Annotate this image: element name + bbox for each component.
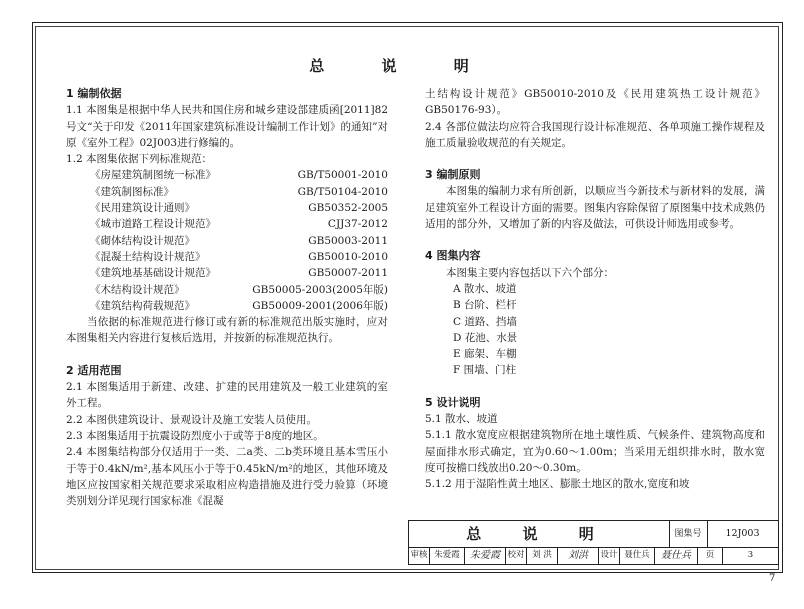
section-1-2-text: 1.2 本图集依据下列标准规范：: [66, 153, 213, 166]
standard-name: 《房屋建筑制图统一标准》: [90, 169, 216, 182]
standard-name: 《砌体结构设计规范》: [90, 234, 195, 247]
standard-name: 《建筑制图标准》: [90, 185, 174, 198]
contents-item: F 围墙、门柱: [453, 364, 517, 377]
standard-code: CJJ37-2012: [327, 218, 388, 231]
section-2-4-text: 2.4 本图集结构部分仅适用于一类、二a类、二b类环境且基本雪压小于等于0.4kN/m²,基本风压小于等于0.45kN/m²的地区，其他环境及地区应按国家相关规范要求采取相应构造措施及进行受力验算（环境类别划分详见现行国家标准《混凝: [66, 446, 388, 508]
standard-name: 《建筑地基基础设计规范》: [90, 267, 216, 280]
standard-item: [66, 298, 388, 314]
section-2-2-text: 2.2 本图供建筑设计、景观设计及施工安装人员使用。: [66, 413, 318, 426]
section-1-1-text: 1.1 本图集是根据中华人民共和国住房和城乡建设部建质函[2011]82号文“关于印发《2011年国家建筑标准设计编制工作计划》的通知”对原《室外工程》02J003进行修编的。: [66, 104, 388, 149]
contents-item: A 散水、坡道: [453, 282, 517, 295]
section-5-1-2-text: 5.1.2 用于湿陷性黄土地区、膨胀土地区的散水,宽度和坡: [425, 478, 690, 491]
standard-item: [66, 200, 388, 216]
reviewer-label: 审核: [409, 547, 430, 564]
reviewer-signature: 朱爱霞: [465, 547, 506, 564]
standard-item: [66, 282, 388, 298]
section-2-1-text: 2.1 本图集适用于新建、改建、扩建的民用建筑及一般工业建筑的室外工程。: [66, 381, 388, 410]
contents-item: C 道路、挡墙: [453, 315, 517, 328]
title-block-signature-row: [409, 547, 778, 564]
title-block-title: 总 说 明: [409, 521, 670, 547]
section-4-heading: 4 图集内容: [425, 249, 481, 263]
standard-item: [66, 167, 388, 183]
standard-code: GB/T50104-2010: [297, 185, 388, 198]
section-5-heading: 5 设计说明: [425, 395, 481, 409]
standard-code: GB50007-2011: [308, 267, 388, 280]
title-block: [408, 520, 779, 565]
standard-code: GB/T50001-2010: [297, 169, 388, 182]
section-4-intro: 本图集主要内容包括以下六个部分：: [446, 266, 614, 279]
page-title: 总 说 明: [309, 57, 495, 75]
contents-item: E 廊架、车棚: [453, 348, 517, 361]
section-2-continued-text: 土结构设计规范》GB50010-2010及《民用建筑热工设计规范》GB50176-93）。: [425, 88, 765, 117]
checker-label: 校对: [506, 547, 527, 564]
standard-code: GB50005-2003(2005年版): [252, 283, 388, 296]
left-column: [66, 86, 388, 509]
right-column: [425, 86, 765, 493]
standards-list: [66, 167, 388, 314]
section-5-1-text: 5.1 散水、坡道: [425, 413, 498, 426]
standard-item: [66, 249, 388, 265]
title-block-top-row: [409, 521, 778, 548]
standard-name: 《民用建筑设计通则》: [90, 202, 195, 215]
contents-item: B 台阶、栏杆: [453, 299, 517, 312]
standard-code: GB50009-2001(2006年版): [252, 299, 388, 312]
section-5-1-1-text: 5.1.1 散水宽度应根据建筑物所在地土壤性质、气候条件、建筑物高度和屋面排水形式确定，宜为0.60～1.00m；当采用无组织排水时，散水宽度可按檐口线放出0.20～0.30m。: [425, 429, 765, 474]
section-3-heading: 3 编制原则: [425, 168, 481, 182]
atlas-number-value: 12J003: [725, 528, 760, 539]
contents-item: D 花池、水景: [453, 331, 518, 344]
page-number: 7: [769, 573, 776, 584]
checker-name: 刘 洪: [527, 547, 558, 564]
designer-label: 设计: [599, 547, 620, 564]
standard-item: [66, 265, 388, 281]
atlas-number-label: 图集号: [669, 521, 708, 547]
standard-code: GB50010-2010: [308, 250, 388, 263]
standard-name: 《建筑结构荷载规范》: [90, 299, 195, 312]
section-2-4b-text: 2.4 各部位做法均应符合我国现行设计标准规范、各单项施工操作规程及施工质量验收规范的有关规定。: [425, 120, 765, 149]
section-3-text: 本图集的编制力求有所创新，以顺应当今新技术与新材料的发展，满足建筑室外工程设计方面的需要。图集内容除保留了原图集中技术成熟仍适用的部分外，又增加了新的内容及做法，可供设计师选用或参考。: [425, 185, 765, 231]
standard-name: 《混凝土结构设计规范》: [90, 250, 206, 263]
standard-code: GB50003-2011: [308, 234, 388, 247]
section-2-3-text: 2.3 本图集适用于抗震设防烈度小于或等于8度的地区。: [66, 429, 324, 442]
page-label: 页: [698, 547, 723, 564]
section-2-heading: 2 适用范围: [66, 363, 122, 377]
standard-name: 《城市道路工程设计规范》: [90, 218, 216, 231]
standard-name: 《木结构设计规范》: [90, 283, 185, 296]
standard-code: GB50352-2005: [308, 202, 388, 215]
designer-name: 聂仕兵: [620, 547, 655, 564]
section-1-note: 当依据的标准规范进行修订或有新的标准规范出版实施时，应对本图集相关内容进行复核后选用，并按新的标准规范执行。: [66, 316, 388, 345]
reviewer-name: 朱爱霞: [430, 547, 465, 564]
page-value: 3: [747, 550, 754, 560]
designer-signature: 聂仕兵: [655, 547, 698, 564]
section-1-heading: 1 编制依据: [66, 87, 122, 100]
standard-item: [66, 216, 388, 232]
standard-item: [66, 233, 388, 249]
checker-signature: 刘洪: [558, 547, 599, 564]
standard-item: [66, 184, 388, 200]
